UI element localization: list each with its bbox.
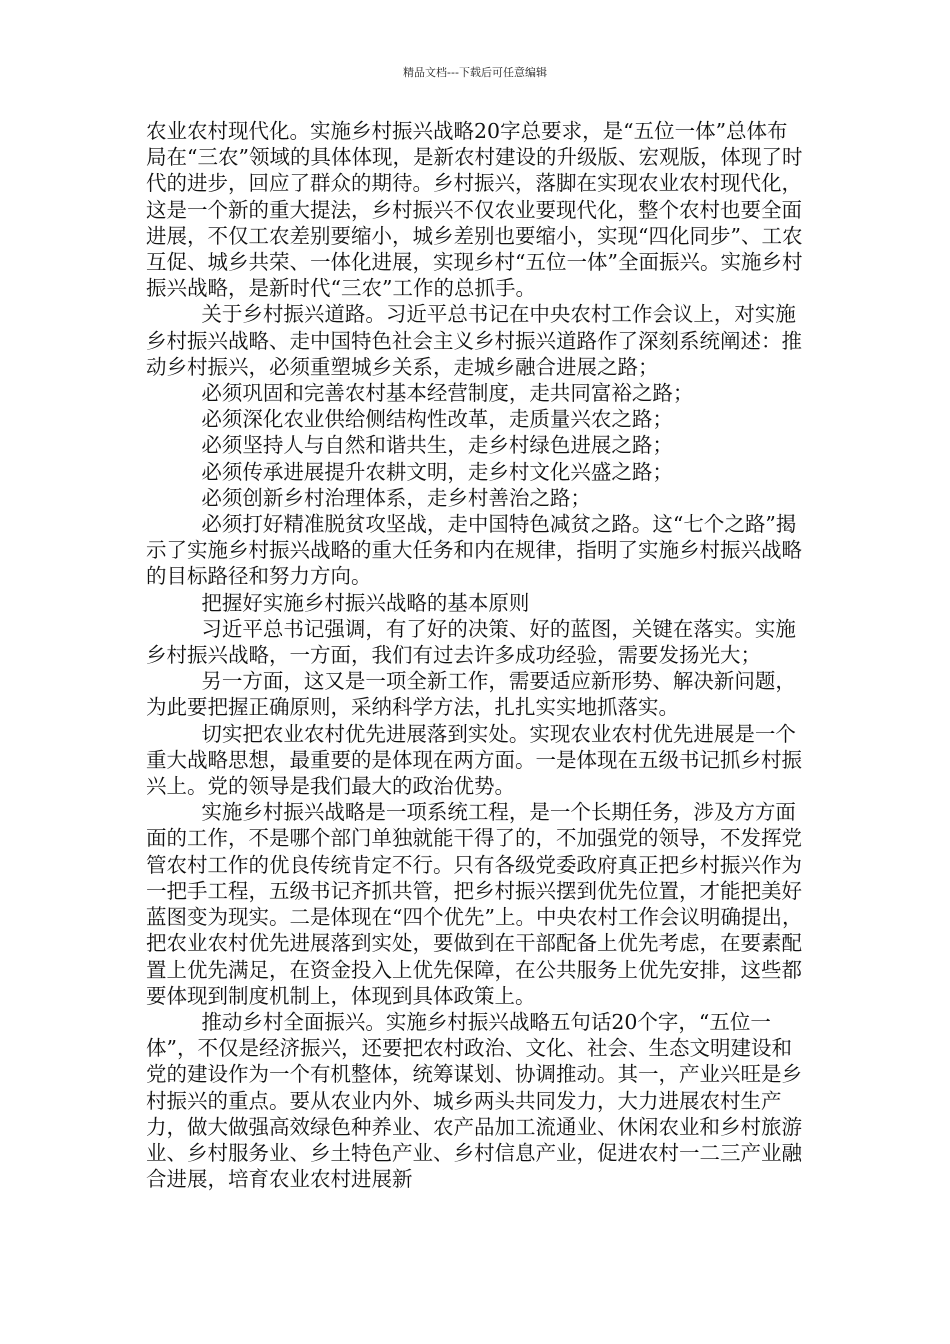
page-header: 精品文档---下载后可任意编辑 bbox=[403, 66, 547, 79]
paragraph-1: 农业农村现代化。实施乡村振兴战略20字总要求，是“五位一体”总体布局在“三农”领域的具体体现，是新农村建设的升级版、宏观版，体现了时代的进步，回应了群众的期待。乡村振兴，落脚在实现农业农村现代化，这是一个新的重大提法，乡村振兴不仅农业要现代化，整个农村也要全面进展，不仅工农差别要缩小，城乡差别也要缩小，实现“四化同步”、工农互促、城乡共荣、一体化进展，实现乡村“五位一体”全面振兴。实施乡村振兴战略，是新时代“三农”工作的总抓手。 bbox=[146, 119, 803, 301]
paragraph-5: 切实把农业农村优先进展落到实处。实现农业农村优先进展是一个重大战略思想，最重要的是体现在两方面。一是体现在五级书记抓乡村振兴上。党的领导是我们最大的政治优势。 bbox=[146, 721, 802, 799]
document-body bbox=[146, 118, 806, 1192]
list-item-4: 必须传承进展提升农耕文明，走乡村文化兴盛之路； bbox=[201, 459, 673, 484]
list-item-5: 必须创新乡村治理体系，走乡村善治之路； bbox=[201, 485, 591, 510]
paragraph-6: 实施乡村振兴战略是一项系统工程，是一个长期任务，涉及方方面面的工作，不是哪个部门单独就能干得了的，不加强党的领导，不发挥党管农村工作的优良传统肯定不行。只有各级党委政府真正把乡村振兴作为一把手工程，五级书记齐抓共管，把乡村振兴摆到优先位置，才能把美好蓝图变为现实。二是体现在“四个优先”上。中央农村工作会议明确提出，把农业农村优先进展落到实处，要做到在干部配备上优先考虑，在要素配置上优先满足，在资金投入上优先保障，在公共服务上优先安排，这些都要体现到制度机制上，体现到具体政策上。 bbox=[146, 800, 803, 1008]
section-heading: 把握好实施乡村振兴战略的基本原则 bbox=[201, 590, 530, 615]
list-item-2: 必须深化农业供给侧结构性改革，走质量兴农之路； bbox=[201, 407, 673, 432]
paragraph-7: 推动乡村全面振兴。实施乡村振兴战略五句话20个字，“五位一体”，不仅是经济振兴，还要把农村政治、文化、社会、生态文明建设和党的建设作为一个有机整体，统筹谋划、协调推动。其一，产业兴旺是乡村振兴的重点。要从农业内外、城乡两头共同发力，大力进展农村生产力，做大做强高效绿色种养业、农产品加工流通业、休闲农业和乡村旅游业、乡村服务业、乡土特色产业、乡村信息产业，促进农村一二三产业融合进展，培育农业农村进展新 bbox=[146, 1009, 802, 1192]
paragraph-4: 另一方面，这又是一项全新工作，需要适应新形势、解决新问题，为此要把握正确原则，采纳科学方法，扎扎实实地抓落实。 bbox=[146, 669, 796, 720]
list-item-1: 必须巩固和完善农村基本经营制度，走共同富裕之路； bbox=[201, 381, 694, 406]
list-item-3: 必须坚持人与自然和谐共生，走乡村绿色进展之路； bbox=[201, 433, 673, 458]
paragraph-3: 习近平总书记强调，有了好的决策、好的蓝图，关键在落实。实施乡村振兴战略，一方面，我们有过去许多成功经验，需要发扬光大； bbox=[146, 616, 796, 668]
paragraph-2: 关于乡村振兴道路。习近平总书记在中央农村工作会议上，对实施乡村振兴战略、走中国特色社会主义乡村振兴道路作了深刻系统阐述：推动乡村振兴，必须重塑城乡关系，走城乡融合进展之路； bbox=[146, 302, 802, 379]
list-item-6: 必须打好精准脱贫攻坚战，走中国特色减贫之路。这“七个之路”揭示了实施乡村振兴战略的重大任务和内在规律，指明了实施乡村振兴战略的目标路径和努力方向。 bbox=[146, 512, 802, 589]
